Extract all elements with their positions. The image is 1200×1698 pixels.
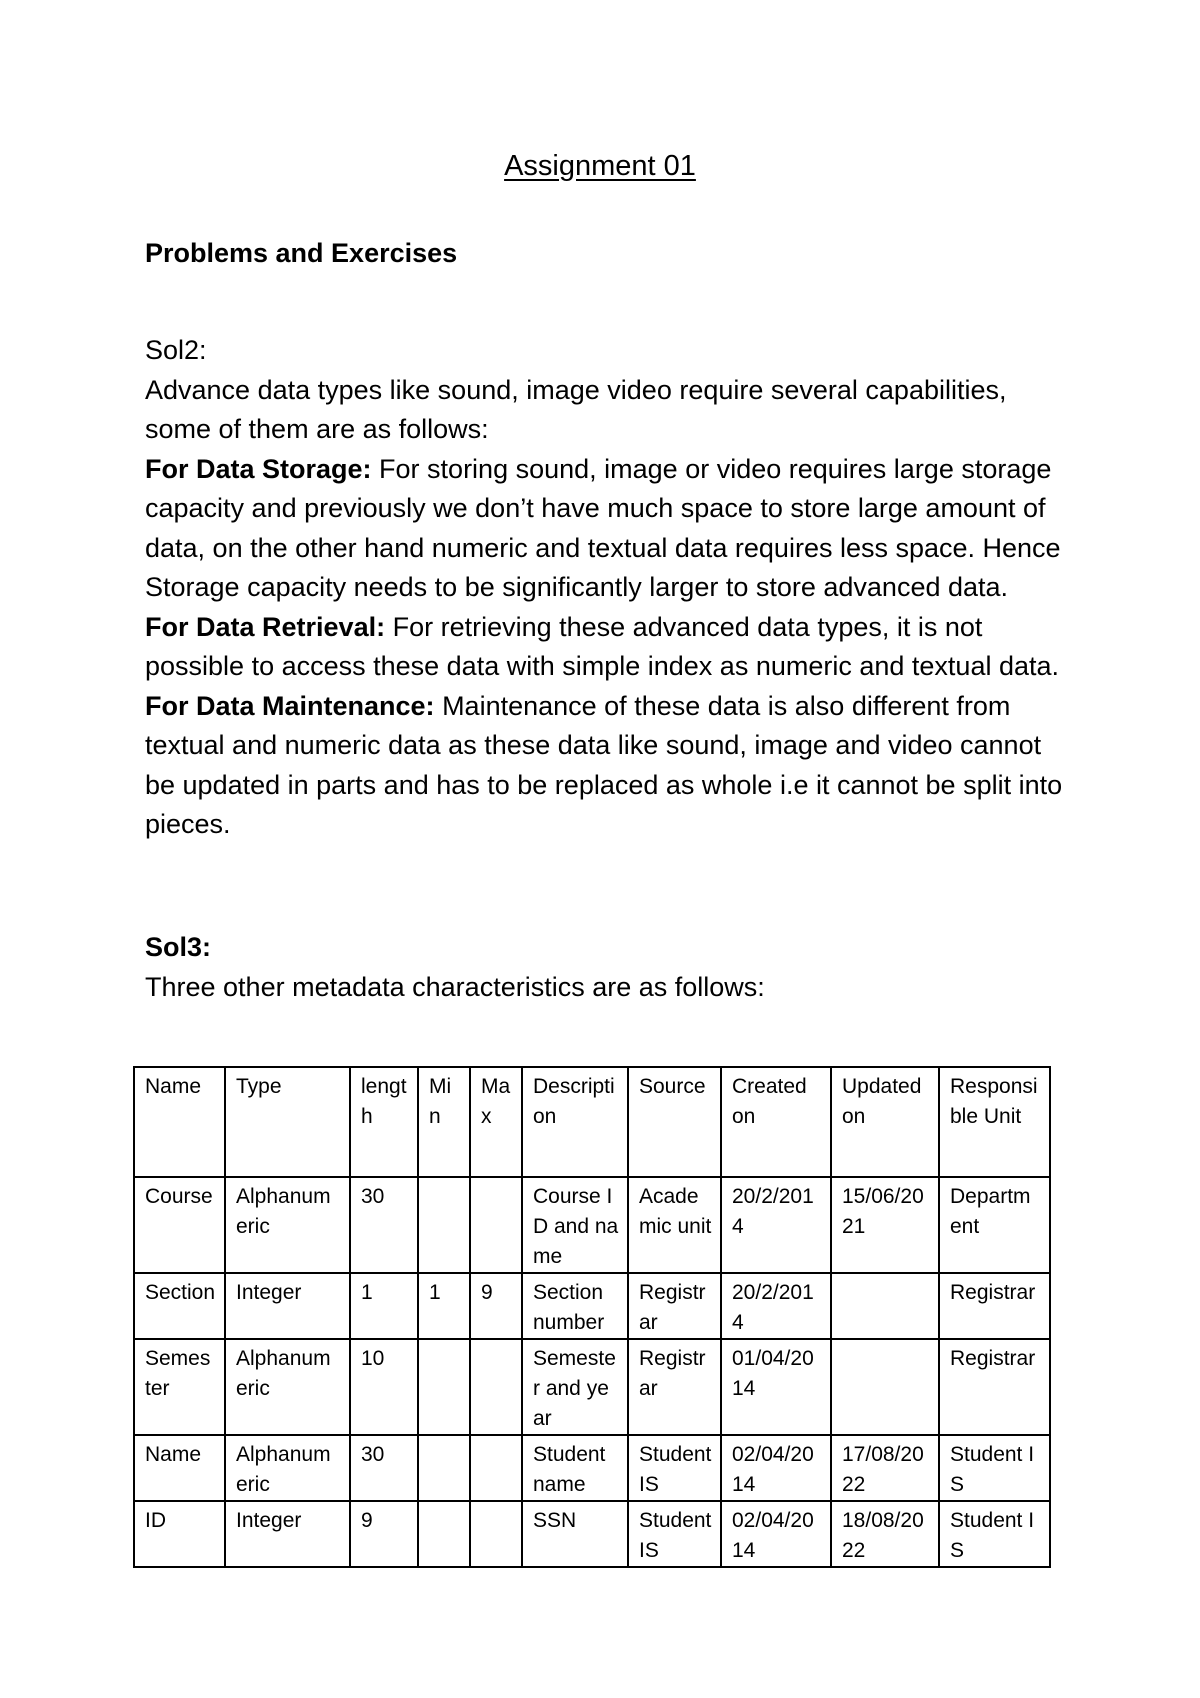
sol2-section [145,331,1075,845]
table-cell [470,1435,522,1501]
table-cell: Integer [225,1501,350,1567]
sol2-point-retrieval [145,608,1075,687]
table-header-row [134,1067,1050,1177]
sol2-point-storage [145,450,1075,608]
table-cell: Section [134,1273,225,1339]
table-cell [470,1501,522,1567]
section-heading: Problems and Exercises [145,238,458,268]
table-cell [418,1177,470,1273]
table-cell [418,1339,470,1435]
column-header: Description [522,1067,628,1177]
sol3-intro: Three other metadata characteristics are as follows: [145,971,765,1002]
point-term: For Data Storage: [145,453,372,484]
document-title: Assignment 01 [504,150,696,182]
table-cell: Alphanumeric [225,1435,350,1501]
table-cell: Registrar [939,1273,1050,1339]
column-header: Name [134,1067,225,1177]
table-row [134,1501,1050,1567]
table-cell: Registrar [939,1339,1050,1435]
table-cell: Semester [134,1339,225,1435]
metadata-table [133,1066,1051,1568]
column-header: Max [470,1067,522,1177]
table-cell: Academic unit [628,1177,721,1273]
table-cell: Semester and year [522,1339,628,1435]
column-header: Source [628,1067,721,1177]
column-header: Responsible Unit [939,1067,1050,1177]
sol2-label: Sol2: [145,335,207,365]
point-text: Maintenance of these data is also different from textual and numeric data as these data like sound, image and video cannot be updated in parts and has to be replaced as whole i.e it cannot be split into pieces. [145,690,1063,839]
table-cell: 1 [350,1273,418,1339]
table-cell: 02/04/2014 [721,1435,831,1501]
table-cell: 30 [350,1435,418,1501]
table-cell: 20/2/2014 [721,1273,831,1339]
table-cell [470,1177,522,1273]
table-cell [831,1273,939,1339]
table-cell: Student IS [628,1435,721,1501]
sol3-label: Sol3: [145,932,212,962]
table-cell [418,1501,470,1567]
table-cell: Alphanumeric [225,1177,350,1273]
point-text: For retrieving these advanced data types, it is not possible to access these data with simple index as numeric and textual data. [145,611,1060,681]
table-cell: 30 [350,1177,418,1273]
point-term: For Data Maintenance: [145,690,435,721]
table-cell: SSN [522,1501,628,1567]
table-cell [470,1339,522,1435]
column-header: Type [225,1067,350,1177]
point-term: For Data Retrieval: [145,611,386,642]
table-cell: Department [939,1177,1050,1273]
table-cell: Name [134,1435,225,1501]
table-row [134,1177,1050,1273]
point-text: For storing sound, image or video requires large storage capacity and previously we don’t have much space to store large amount of data, on the other hand numeric and textual data requires less space. Hence Storage capacity needs to be significantly larger to store advanced data. [145,453,1061,602]
column-header: length [350,1067,418,1177]
table-row [134,1273,1050,1339]
table-cell: 1 [418,1273,470,1339]
table-cell: Student IS [939,1435,1050,1501]
table-cell: Course ID and name [522,1177,628,1273]
table-row [134,1435,1050,1501]
table-cell: Section number [522,1273,628,1339]
sol2-intro: Advance data types like sound, image video require several capabilities, some of them are as follows: [145,374,1007,444]
table-cell [418,1435,470,1501]
column-header: Min [418,1067,470,1177]
table-cell: Registrar [628,1273,721,1339]
table-row [134,1339,1050,1435]
table-cell: Integer [225,1273,350,1339]
table-cell: 01/04/2014 [721,1339,831,1435]
sol3-section [145,928,1075,1007]
column-header: Created on [721,1067,831,1177]
table-cell: Student name [522,1435,628,1501]
table-cell: 02/04/2014 [721,1501,831,1567]
sol2-point-maintenance [145,687,1075,845]
table-cell [831,1339,939,1435]
table-cell: 15/06/2021 [831,1177,939,1273]
table-cell: 10 [350,1339,418,1435]
table-cell: 17/08/2022 [831,1435,939,1501]
table-cell: Student IS [939,1501,1050,1567]
table-cell: 9 [350,1501,418,1567]
table-cell: Course [134,1177,225,1273]
table-cell: Alphanumeric [225,1339,350,1435]
column-header: Updated on [831,1067,939,1177]
table-cell: Registrar [628,1339,721,1435]
table-cell: 20/2/2014 [721,1177,831,1273]
table-cell: 9 [470,1273,522,1339]
table-cell: ID [134,1501,225,1567]
table-cell: Student IS [628,1501,721,1567]
table-cell: 18/08/2022 [831,1501,939,1567]
